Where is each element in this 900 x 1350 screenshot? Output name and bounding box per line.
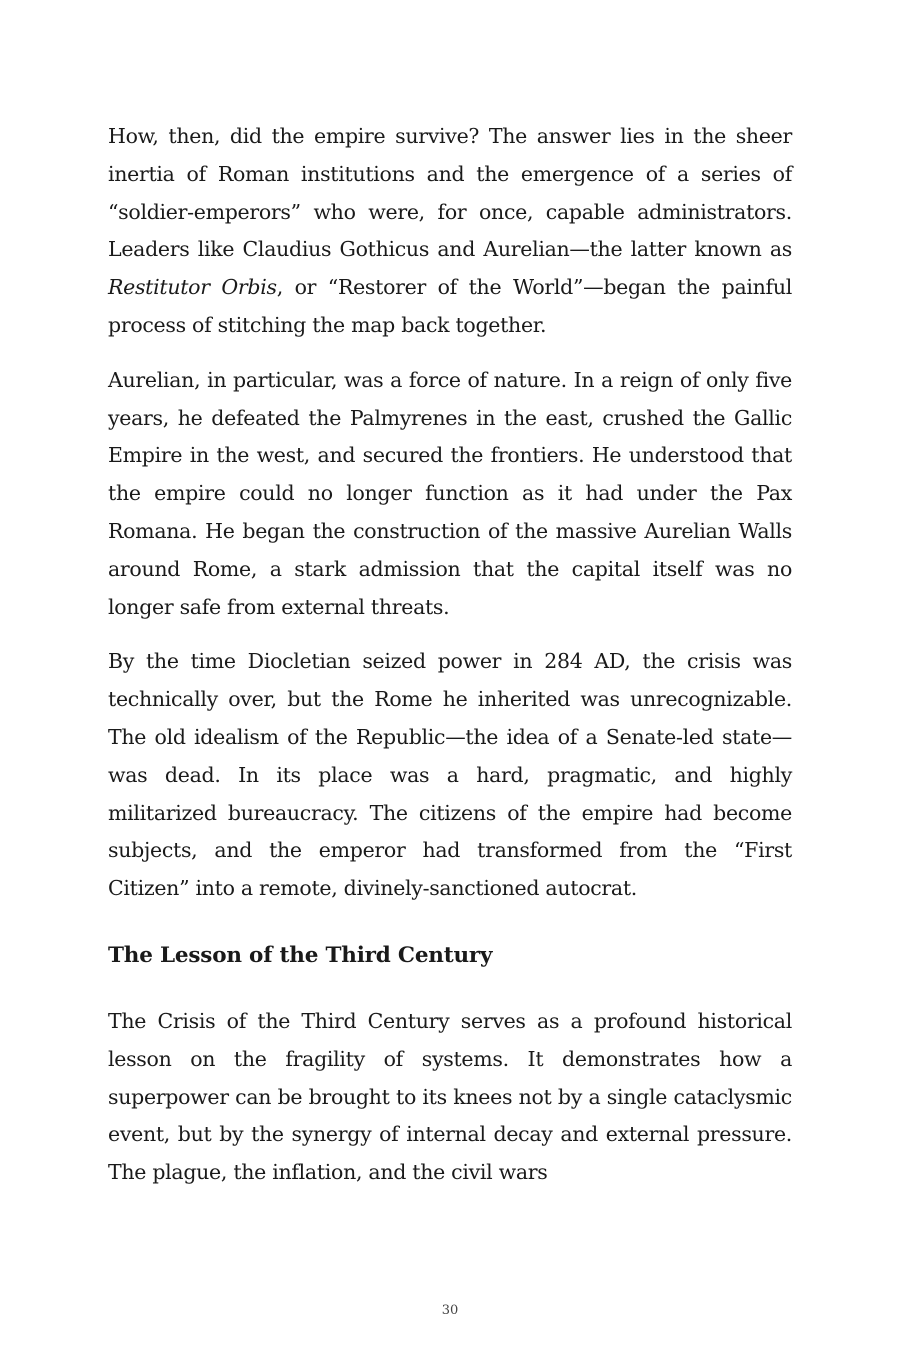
paragraph-text: How, then, did the empire survive? The answer lies in the sheer inertia of Roman institutions and the emergence of a series of “soldier-emperors” who were, for once, capable administrators. Leaders like Claudius Gothicus and Aurelian—the latter known as [108,124,792,262]
paragraph-lesson: The Crisis of the Third Century serves as a profound historical lesson on the fragility of systems. It demonstrates how a superpower can be brought to its knees not by a single cataclysmic event, but by the synergy of internal decay and external pressure. The plague, the inflation, and the civil wars [108,1008,792,1185]
body-text [108,118,792,1209]
paragraph-diocletian: By the time Diocletian seized power in 284 AD, the crisis was technically over, but the Rome he inherited was unrecognizable. The old idealism of the Republic—the idea of a Senate-led state—was dead. In its place was a hard, pragmatic, and highly militarized bureaucracy. The citizens of the empire had become subjects, and the emperor had transformed from the “First Citizen” into a remote, divinely-sanctioned autocrat. [108,649,792,901]
italic-title-restitutor-orbis: Restitutor Orbis [108,275,277,300]
paragraph-aurelian: Aurelian, in particular, was a force of nature. In a reign of only five years, he defeated the Palmyrenes in the east, crushed the Gallic Empire in the west, and secured the frontiers. He understood that the empire could no longer function as it had under the Pax Romana. He began the construction of the massive Aurelian Walls around Rome, a stark admission that the capital itself was no longer safe from external threats. [108,367,792,619]
page-number: 30 [441,1303,459,1318]
paragraph-text: , or “Restorer of the World”—began the painful process of stitching the map back together. [108,275,792,337]
section-heading: The Lesson of the Third Century [108,942,493,968]
paragraph-empire-survival [108,118,792,345]
